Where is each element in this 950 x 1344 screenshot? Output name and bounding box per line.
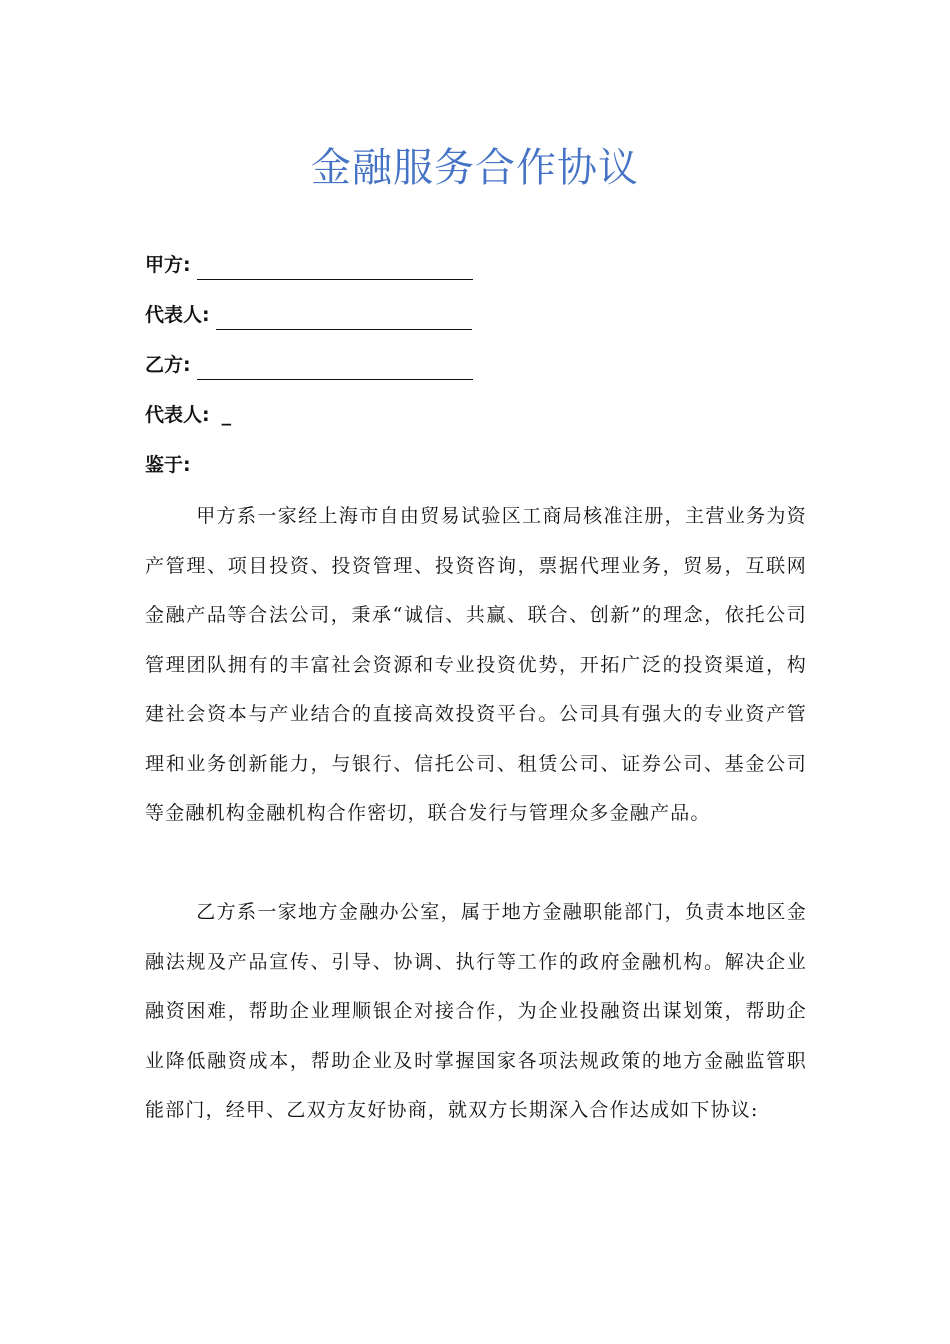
party-b-blank[interactable] — [197, 351, 473, 380]
rep-b-label: 代表人: — [145, 404, 210, 426]
rep-a-row — [145, 290, 472, 330]
rep-a-label: 代表人: — [145, 304, 210, 326]
paragraph-party-a: 甲方系一家经上海市自由贸易试验区工商局核准注册，主营业务为资产管理、项目投资、投资管理、投资咨询，票据代理业务，贸易，互联网金融产品等合法公司，秉承“诚信、共赢、联合、创新”的理念，依托公司管理团队拥有的丰富社会资源和专业投资优势，开拓广泛的投资渠道，构建社会资本与产业结合的直接高效投资平台。公司具有强大的专业资产管理和业务创新能力，与银行、信托公司、租赁公司、证券公司、基金公司等金融机构金融机构合作密切，联合发行与管理众多金融产品。 — [145, 505, 807, 824]
page-title: 金融服务合作协议 — [311, 145, 639, 191]
party-b-row — [145, 340, 473, 380]
rep-b-row — [145, 390, 231, 430]
whereas-heading: 鉴于: — [145, 454, 191, 476]
party-a-blank[interactable] — [197, 251, 473, 280]
party-b-label: 乙方: — [145, 354, 191, 376]
party-a-label: 甲方: — [145, 254, 191, 276]
paragraph-party-b: 乙方系一家地方金融办公室，属于地方金融职能部门，负责本地区金融法规及产品宣传、引导、协调、执行等工作的政府金融机构。解决企业融资困难，帮助企业理顺银企对接合作，为企业投融资出谋划策，帮助企业降低融资成本，帮助企业及时掌握国家各项法规政策的地方金融监管职能部门，经甲、乙双方友好协商，就双方长期深入合作达成如下协议: — [145, 901, 807, 1121]
rep-a-blank[interactable] — [216, 301, 472, 330]
rep-b-value[interactable]: _ — [221, 404, 232, 426]
party-a-row — [145, 240, 473, 280]
